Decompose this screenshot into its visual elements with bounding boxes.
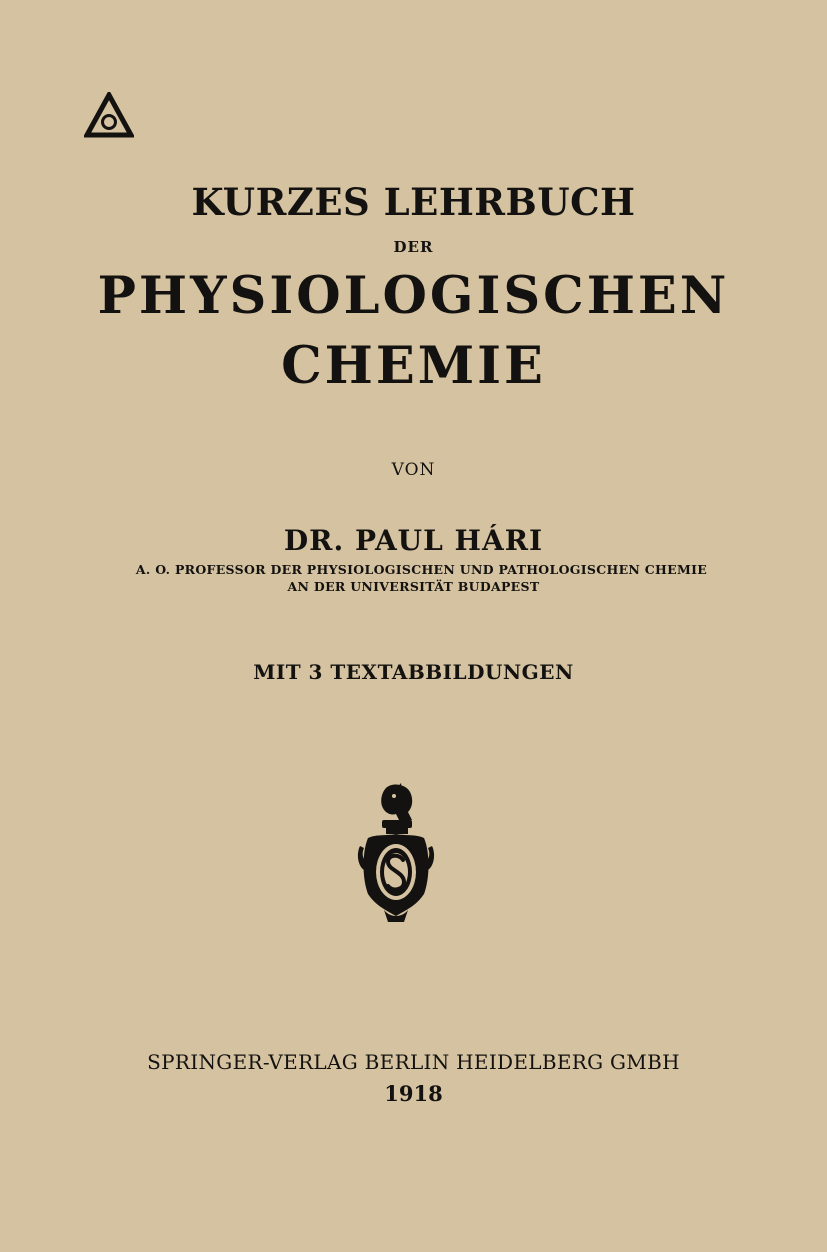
publisher-line: SPRINGER-VERLAG BERLIN HEIDELBERG GMBH [147,1050,680,1074]
illustrations-note: MIT 3 TEXTABBILDUNGEN [253,660,574,684]
author-affiliation-line-1: A. O. PROFESSOR DER PHYSIOLOGISCHEN UND PATHOLOGISCHEN CHEMIE [135,562,708,577]
author-affiliation-line-2: AN DER UNIVERSITÄT BUDAPEST [287,579,540,594]
springer-horse-seal-icon [356,782,436,924]
triangle-circle-logo-icon [84,92,134,138]
author-name: DR. PAUL HÁRI [283,524,544,557]
title-line-1: KURZES LEHRBUCH [191,180,636,224]
byline: VON [391,460,436,480]
title-line-2: PHYSIOLOGISCHEN [97,266,730,326]
title-line-3: CHEMIE [281,336,546,396]
publication-year: 1918 [384,1081,443,1106]
title-connector: DER [393,238,434,256]
